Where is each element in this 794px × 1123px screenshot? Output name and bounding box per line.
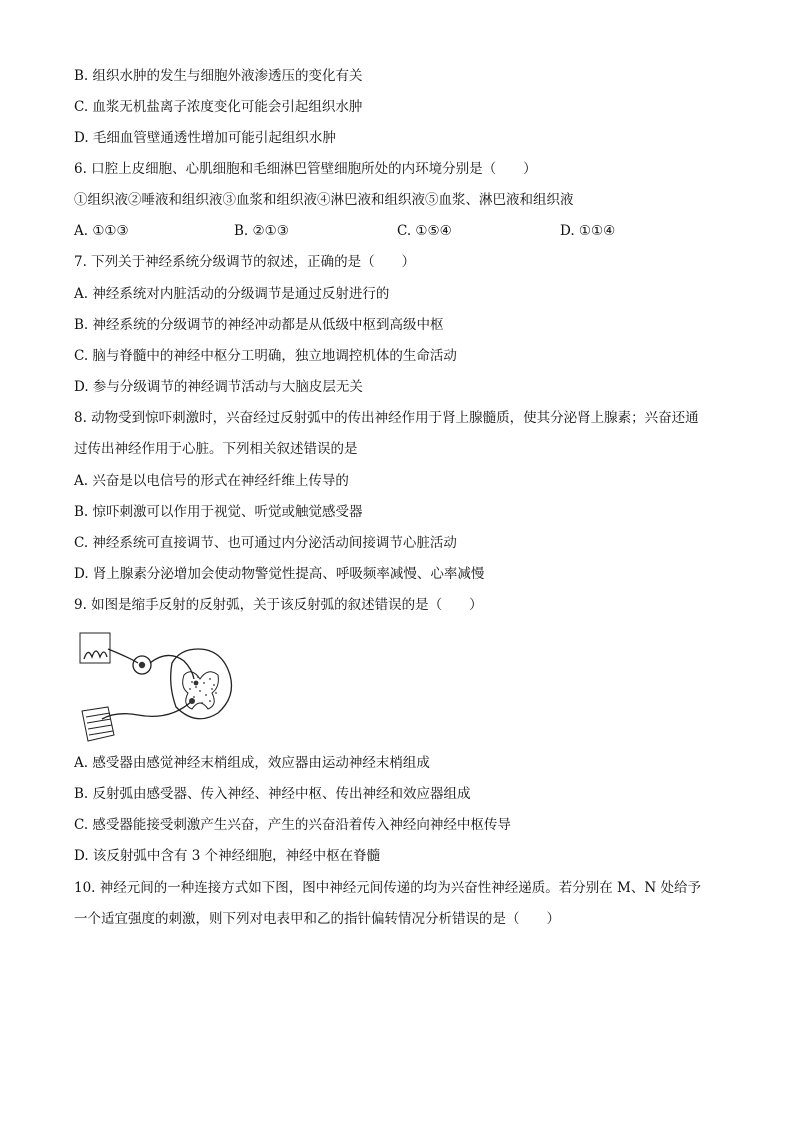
q8-option-c: C. 神经系统可直接调节、也可通过内分泌活动间接调节心脏活动: [74, 535, 457, 551]
q8-option-a: A. 兴奋是以电信号的形式在神经纤维上传导的: [74, 473, 349, 489]
q8-option-b: B. 惊吓刺激可以作用于视觉、听觉或触觉感受器: [74, 504, 363, 520]
q9-stem: 9. 如图是缩手反射的反射弧，关于该反射弧的叙述错误的是（ ）: [74, 597, 483, 613]
q7-option-c: C. 脑与脊髓中的神经中枢分工明确，独立地调控机体的生命活动: [74, 348, 457, 364]
q6-option-b: B. ②①③: [234, 223, 289, 239]
reflex-arc-figure: [72, 627, 254, 745]
q7-option-d: D. 参与分级调节的神经调节活动与大脑皮层无关: [74, 379, 363, 395]
q9-option-a: A. 感受器由感觉神经末梢组成，效应器由运动神经末梢组成: [74, 755, 430, 771]
q8-stem-line1: 8. 动物受到惊吓刺激时，兴奋经过反射弧中的传出神经作用于肾上腺髓质，使其分泌肾上腺素；兴奋还通: [74, 410, 699, 426]
q9-option-b: B. 反射弧由感受器、传入神经、神经中枢、传出神经和效应器组成: [74, 786, 471, 802]
q6-option-d: D. ①①④: [560, 223, 616, 239]
q6-stem: 6. 口腔上皮细胞、心肌细胞和毛细淋巴管壁细胞所处的内环境分别是（ ）: [74, 161, 537, 177]
q8-option-d: D. 肾上腺素分泌增加会使动物警觉性提高、呼吸频率减慢、心率减慢: [74, 566, 485, 582]
q7-option-b: B. 神经系统的分级调节的神经冲动都是从低级中枢到高级中枢: [74, 317, 444, 333]
q10-stem-line1: 10. 神经元间的一种连接方式如下图，图中神经元间传递的均为兴奋性神经递质。若分别在 M、N 处给予: [74, 880, 701, 896]
q6-option-c: C. ①⑤④: [397, 223, 452, 239]
q7-option-a: A. 神经系统对内脏活动的分级调节是通过反射进行的: [74, 286, 390, 302]
q5-option-c: C. 血浆无机盐离子浓度变化可能会引起组织水肿: [74, 99, 363, 115]
q5-option-d: D. 毛细血管壁通透性增加可能引起组织水肿: [74, 130, 336, 146]
q6-options: [74, 222, 734, 240]
q5-option-b: B. 组织水肿的发生与细胞外液渗透压的变化有关: [74, 68, 363, 84]
q10-stem-line2: 一个适宜强度的刺激，则下列对电表甲和乙的指针偏转情况分析错误的是（ ）: [74, 911, 560, 927]
q9-option-d: D. 该反射弧中含有 3 个神经细胞，神经中枢在脊髓: [74, 848, 381, 864]
q8-stem-line2: 过传出神经作用于心脏。下列相关叙述错误的是: [74, 441, 358, 457]
q9-option-c: C. 感受器能接受刺激产生兴奋，产生的兴奋沿着传入神经向神经中枢传导: [74, 817, 511, 833]
q6-choices-list: ①组织液②唾液和组织液③血浆和组织液④淋巴液和组织液⑤血浆、淋巴液和组织液: [74, 192, 574, 208]
q6-option-a: A. ①①③: [74, 223, 129, 239]
q7-stem: 7. 下列关于神经系统分级调节的叙述，正确的是（ ）: [74, 254, 416, 270]
